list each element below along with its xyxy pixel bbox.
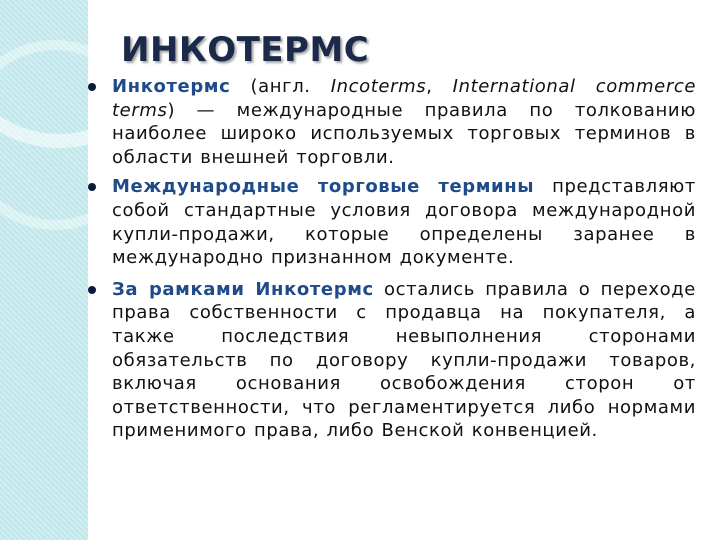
bullet-dot-icon bbox=[88, 183, 96, 191]
term-english-international: International bbox=[452, 76, 576, 97]
bullet-item-outside-scope bbox=[86, 278, 696, 443]
outside-scope-text: остались правила о переходе права собственности с продавца на покупателя, а также последствия невыполнения сторонами обязательств по договору купли-продажи товаров, включая основания освобождения сторон от ответственности, что регламентируется либо нормами применимого права, либо Венской конвенцией. bbox=[112, 278, 696, 442]
bullet-dot-icon bbox=[88, 83, 96, 91]
slide-title: ИНКОТЕРМС bbox=[121, 30, 370, 70]
bullet-item-trade-terms bbox=[86, 175, 696, 269]
bullet-text-1 bbox=[112, 75, 696, 169]
paren-close: ) — bbox=[167, 99, 237, 121]
comma: , bbox=[426, 76, 433, 97]
bullet-dot-icon bbox=[88, 286, 96, 294]
term-incoterms: Инкотермс bbox=[112, 76, 231, 97]
trade-terms-text: представляют собой стандартные условия договора международной купли-продажи, которые определены заранее в международно признанном документе. bbox=[112, 176, 696, 269]
bullet-text-3 bbox=[112, 278, 696, 443]
bullet-text-2 bbox=[112, 175, 696, 269]
paren-open: (англ. bbox=[230, 76, 331, 97]
definition-text: международные правила по толкованию наиболее широко используемых торговых терминов в области внешней торговли. bbox=[112, 99, 696, 168]
slide-content bbox=[86, 75, 696, 443]
bullet-item-incoterms bbox=[86, 75, 696, 169]
term-english-commerce: commerce terms bbox=[112, 76, 696, 121]
term-trade-terms: Международные торговые термины bbox=[112, 176, 535, 198]
term-english-incoterms: Incoterms bbox=[330, 76, 427, 97]
term-outside-scope: За рамками Инкотермс bbox=[112, 278, 374, 300]
